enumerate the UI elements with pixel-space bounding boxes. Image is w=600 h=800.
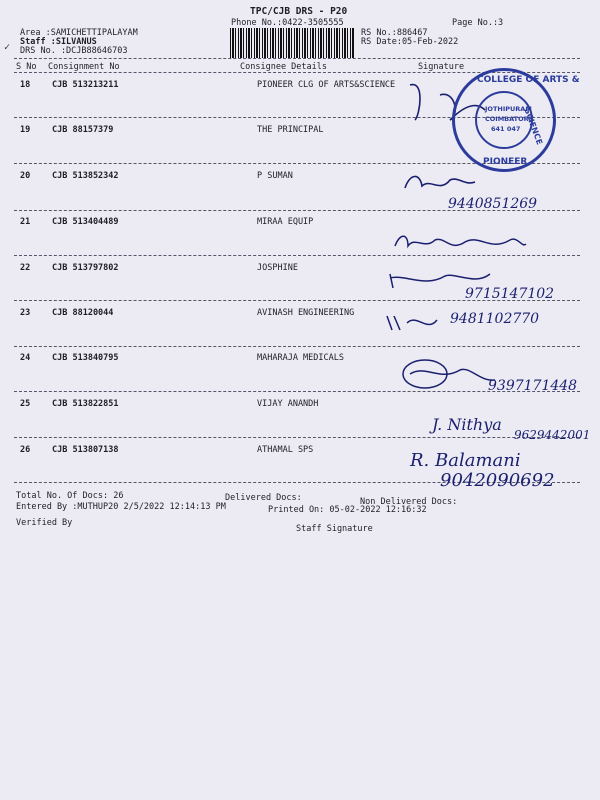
row-sno: 22 xyxy=(20,263,31,273)
signature-name: R. Balamani xyxy=(410,450,521,471)
drs-number: DRS No. :DCJB88646703 xyxy=(20,46,128,56)
signature-scribble xyxy=(400,352,500,394)
row-consignment: CJB 513822851 xyxy=(52,399,119,409)
row-consignee: ATHAMAL SPS xyxy=(257,445,314,455)
total-docs: Total No. Of Docs: 26 xyxy=(16,491,124,501)
row-sno: 21 xyxy=(20,217,31,227)
row-consignment: CJB 513840795 xyxy=(52,353,119,363)
row-sno: 20 xyxy=(20,171,31,181)
row-consignee: VIJAY ANANDH xyxy=(257,399,319,409)
printed-on: Printed On: 05-02-2022 12:16:32 xyxy=(268,505,427,515)
signature-scribble xyxy=(390,228,530,256)
col-consignee: Consignee Details xyxy=(240,62,327,72)
signature-phone: 9440851269 xyxy=(448,196,538,212)
table-row xyxy=(0,353,600,373)
row-consignee: THE PRINCIPAL xyxy=(257,125,324,135)
stamp-bottom-text: PIONEER xyxy=(483,157,528,167)
barcode xyxy=(230,28,354,58)
row-consignee: MAHARAJA MEDICALS xyxy=(257,353,344,363)
signature-phone: 9715147102 xyxy=(465,286,555,302)
stamp-top-text: COLLEGE OF ARTS & xyxy=(477,75,580,85)
row-consignment: CJB 513213211 xyxy=(52,80,119,90)
delivered-docs: Delivered Docs: xyxy=(225,493,302,503)
signature-scribble xyxy=(400,168,480,196)
staff-signature: Staff Signature xyxy=(296,524,373,534)
divider xyxy=(14,346,580,347)
divider xyxy=(14,437,580,438)
row-consignment: CJB 513852342 xyxy=(52,171,119,181)
row-sno: 25 xyxy=(20,399,31,409)
staff-label: Staff :SILVANUS xyxy=(20,37,97,47)
col-sno: S No xyxy=(16,62,37,72)
table-row xyxy=(0,171,600,191)
rs-number: RS No.:886467 xyxy=(361,28,428,38)
signature-phone: 9042090692 xyxy=(440,470,555,491)
page-number: Page No.:3 xyxy=(452,18,504,28)
stamp-center-line: COIMBATORE xyxy=(485,115,534,123)
row-consignment: CJB 88157379 xyxy=(52,125,114,135)
signature-name: J. Nithya xyxy=(432,415,502,434)
col-consignment: Consignment No xyxy=(48,62,120,72)
row-consignee: JOSPHINE xyxy=(257,263,298,273)
signature-phone: 9397171448 xyxy=(488,378,578,394)
table-row xyxy=(0,263,600,283)
stamp-right-text: SCIENCE xyxy=(522,107,545,146)
non-delivered-docs: Non Delivered Docs: xyxy=(360,497,458,507)
col-signature: Signature xyxy=(418,62,465,72)
signature-phone: 9629442001 xyxy=(514,428,591,442)
row-sno: 26 xyxy=(20,445,31,455)
row-consignment: CJB 513404489 xyxy=(52,217,119,227)
row-consignee: P SUMAN xyxy=(257,171,293,181)
row-consignee: AVINASH ENGINEERING xyxy=(257,308,355,318)
row-sno: 19 xyxy=(20,125,31,135)
rs-date: RS Date:05-Feb-2022 xyxy=(361,37,459,47)
document-title: TPC/CJB DRS - P20 xyxy=(250,6,348,17)
divider xyxy=(14,58,580,59)
table-row xyxy=(0,399,600,419)
row-consignee: MIRAA EQUIP xyxy=(257,217,314,227)
row-sno: 24 xyxy=(20,353,31,363)
signature-phone: 9481102770 xyxy=(450,311,540,327)
area-label: Area :SAMICHETTIPALAYAM xyxy=(20,28,138,38)
college-stamp xyxy=(452,68,580,172)
row-consignee: PIONEER CLG OF ARTS&SCIENCE xyxy=(257,80,396,90)
row-sno: 23 xyxy=(20,308,31,318)
verified-by: Verified By xyxy=(16,518,73,528)
row-consignment: CJB 513797802 xyxy=(52,263,119,273)
stamp-center-line: 641 047 xyxy=(491,125,521,133)
phone-number: Phone No.:0422-3505555 xyxy=(231,18,344,28)
stamp-center-line: JOTHIPURAM xyxy=(485,105,532,113)
row-consignment: CJB 88120044 xyxy=(52,308,114,318)
entered-by: Entered By :MUTHUP20 2/5/2022 12:14:13 PM xyxy=(16,502,226,512)
row-consignment: CJB 513807138 xyxy=(52,445,119,455)
tick-mark-icon: ✓ xyxy=(4,42,11,53)
signature-scribble xyxy=(382,308,442,336)
row-sno: 18 xyxy=(20,80,31,90)
